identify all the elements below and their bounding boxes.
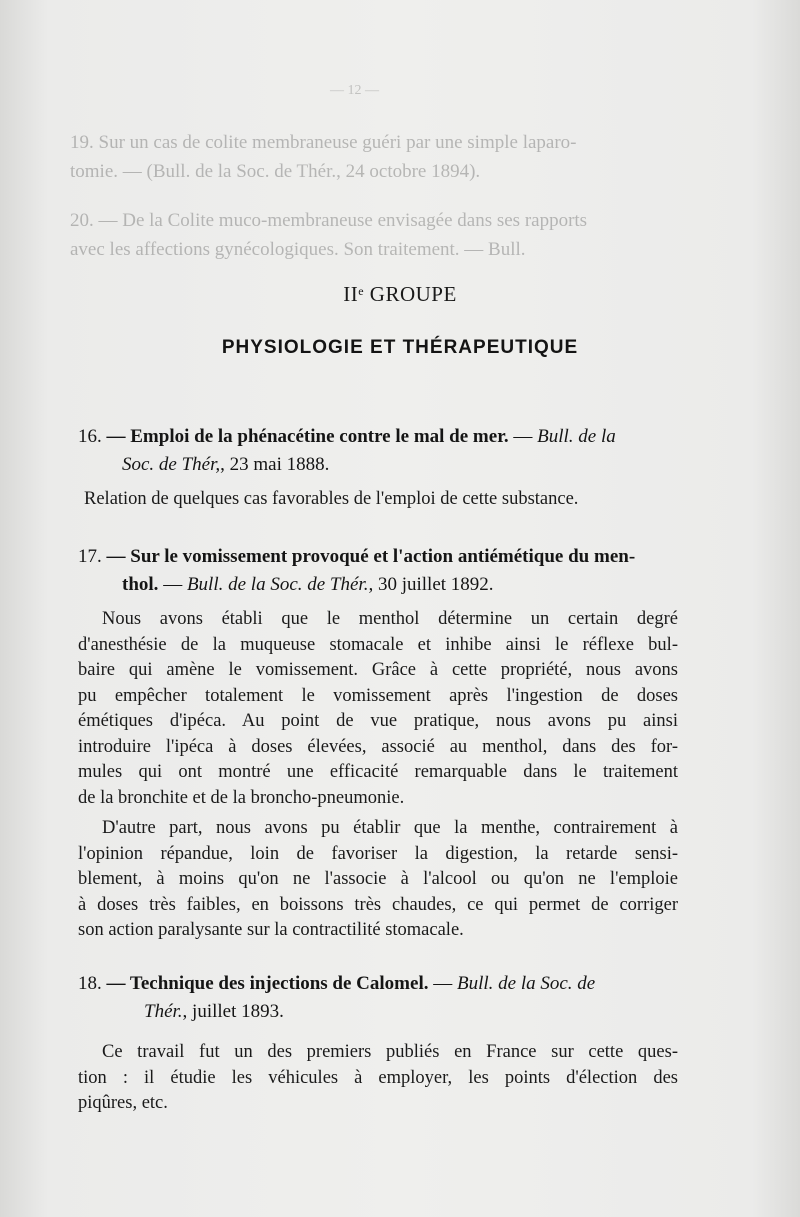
entry-heading-line: 18. — Technique des injections de Calomel. — Bull. de la Soc. de [78, 973, 596, 994]
section-title: PHYSIOLOGIE ET THÉRAPEUTIQUE [221, 337, 579, 358]
show-through-line: 19. Sur un cas de colite membraneuse guéri par une simple laparo- [70, 132, 577, 153]
text-line: Relation de quelques cas favorables de l'emploi de cette substance. [84, 489, 579, 509]
show-through-text [70, 128, 690, 264]
group-label: GROUPE [369, 282, 457, 306]
text-line: pu empêcher totalement le vomissement après l'ingestion de doses [78, 685, 678, 706]
text-line: blement, à moins qu'on ne l'associe à l'alcool ou qu'on ne l'emploie [78, 869, 678, 889]
text-line: D'autre part, nous avons pu établir que la menthe, contrairement à [102, 818, 678, 838]
entry-citation-line: Thér., juillet 1893. [144, 1001, 284, 1022]
entry-dash: — [513, 426, 533, 447]
text-line: de la bronchite et de la broncho-pneumonie. [78, 787, 405, 808]
entry-citation-line: thol. — Bull. de la Soc. de Thér., 30 juillet 1892. [122, 574, 494, 595]
entry-16-heading [78, 423, 678, 479]
entry-source: Bull. de la [537, 426, 616, 447]
text-line: Ce travail fut un des premiers publiés en France sur cette ques- [102, 1042, 678, 1062]
text-line: baire qui amène le vomissement. Grâce à cette propriété, nous avons [78, 660, 678, 680]
entry-heading-line: 17. — Sur le vomissement provoqué et l'action antiémétique du men- [78, 546, 636, 567]
entry-18-heading [78, 970, 678, 1026]
entry-citation-line: Soc. de Thér,, 23 mai 1888. [122, 454, 330, 475]
show-through-line: tomie. — (Bull. de la Soc. de Thér., 24 octobre 1894). [70, 161, 481, 182]
entry-17-paragraph-1 [78, 607, 678, 811]
show-through-line: avec les affections gynécologiques. Son traitement. — Bull. [70, 239, 526, 260]
text-line: à doses très faibles, en boissons très chaudes, ce qui permet de corriger [78, 894, 678, 915]
entry-16-summary [84, 487, 676, 513]
entry-title: — Emploi de la phénacétine contre le mal de mer. [106, 426, 509, 447]
text-line: mules qui ont montré une efficacité remarquable dans le traitement [78, 762, 678, 782]
text-line: l'opinion répandue, loin de favoriser la digestion, la retarde sensi- [78, 843, 678, 864]
text-line: tion : il étudie les véhicules à employer, les points d'élection des [78, 1067, 678, 1088]
group-heading [0, 282, 800, 307]
text-line: son action paralysante sur la contractilité stomacale. [78, 920, 464, 940]
entry-17-heading [78, 543, 678, 599]
text-line: d'anesthésie de la muqueuse stomacale et inhibe ainsi le réflexe bul- [78, 634, 678, 655]
entry-number: 16. [78, 426, 102, 447]
group-number: II [343, 282, 359, 306]
show-through-line: 20. — De la Colite muco-membraneuse envisagée dans ses rapports [70, 210, 588, 231]
entry-18-paragraph [78, 1040, 678, 1117]
group-ordinal-suffix: e [358, 284, 365, 298]
text-line: piqûres, etc. [78, 1093, 168, 1113]
entry-17-paragraph-2 [78, 816, 678, 944]
text-line: émétiques d'ipéca. Au point de vue pratique, nous avons pu ainsi [78, 711, 678, 731]
text-line: Nous avons établi que le menthol détermine un certain degré [102, 609, 678, 629]
show-through-page-number: — 12 — [330, 83, 379, 98]
text-line: introduire l'ipéca à doses élevées, associé au menthol, dans des for- [78, 736, 678, 757]
